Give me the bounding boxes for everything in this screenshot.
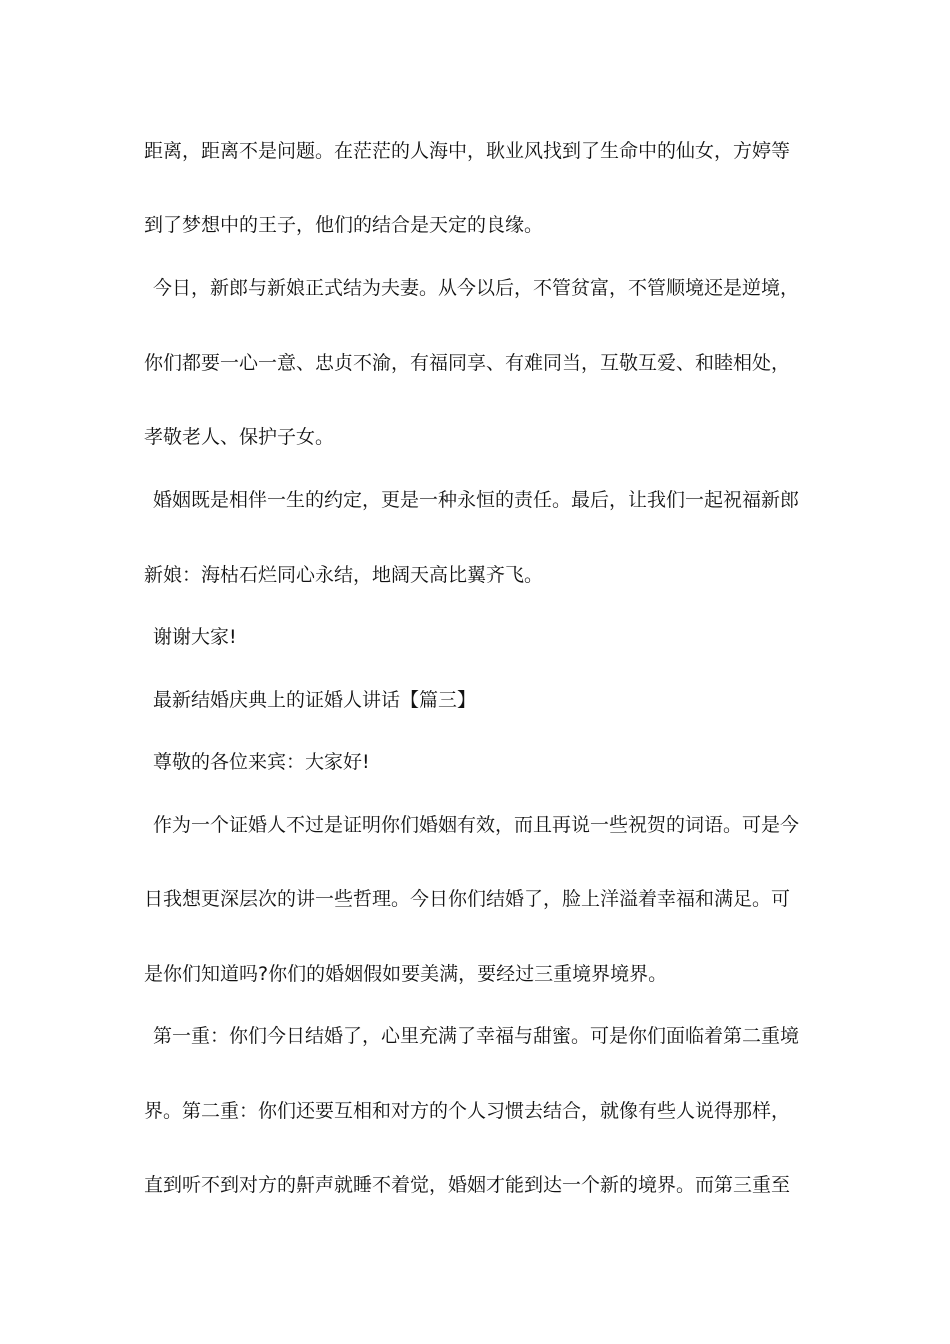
text-line: 是你们知道吗?你们的婚姻假如要美满，要经过三重境界境界。 <box>144 963 668 985</box>
paragraph-start-line: 第一重：你们今日结婚了，心里充满了幸福与甜蜜。可是你们面临着第二重境 <box>153 1025 800 1047</box>
text-line: 新娘：海枯石烂同心永结，地阔天高比翼齐飞。 <box>144 564 544 586</box>
paragraph-start-line: 婚姻既是相伴一生的约定，更是一种永恒的责任。最后，让我们一起祝福新郎 <box>153 489 800 511</box>
text-line: 孝敬老人、保护子女。 <box>144 426 335 448</box>
text-line: 到了梦想中的王子，他们的结合是天定的良缘。 <box>144 214 544 236</box>
section-heading: 最新结婚庆典上的证婚人讲话【篇三】 <box>153 689 477 711</box>
paragraph-start-line: 作为一个证婚人不过是证明你们婚姻有效，而且再说一些祝贺的词语。可是今 <box>153 814 800 836</box>
paragraph-start-line: 今日，新郎与新娘正式结为夫妻。从今以后，不管贫富，不管顺境还是逆境， <box>153 277 800 299</box>
text-line: 界。第二重：你们还要互相和对方的个人习惯去结合，就像有些人说得那样， <box>144 1100 791 1122</box>
text-line: 你们都要一心一意、忠贞不渝，有福同享、有难同当，互敬互爱、和睦相处， <box>144 352 791 374</box>
text-line: 日我想更深层次的讲一些哲理。今日你们结婚了，脸上洋溢着幸福和满足。可 <box>144 888 791 910</box>
text-line: 距离，距离不是问题。在茫茫的人海中，耿业风找到了生命中的仙女，方婷等 <box>144 140 791 162</box>
greeting-line: 尊敬的各位来宾：大家好! <box>153 751 370 773</box>
closing-line: 谢谢大家! <box>153 626 237 648</box>
text-line: 直到听不到对方的鼾声就睡不着觉，婚姻才能到达一个新的境界。而第三重至 <box>144 1174 791 1196</box>
